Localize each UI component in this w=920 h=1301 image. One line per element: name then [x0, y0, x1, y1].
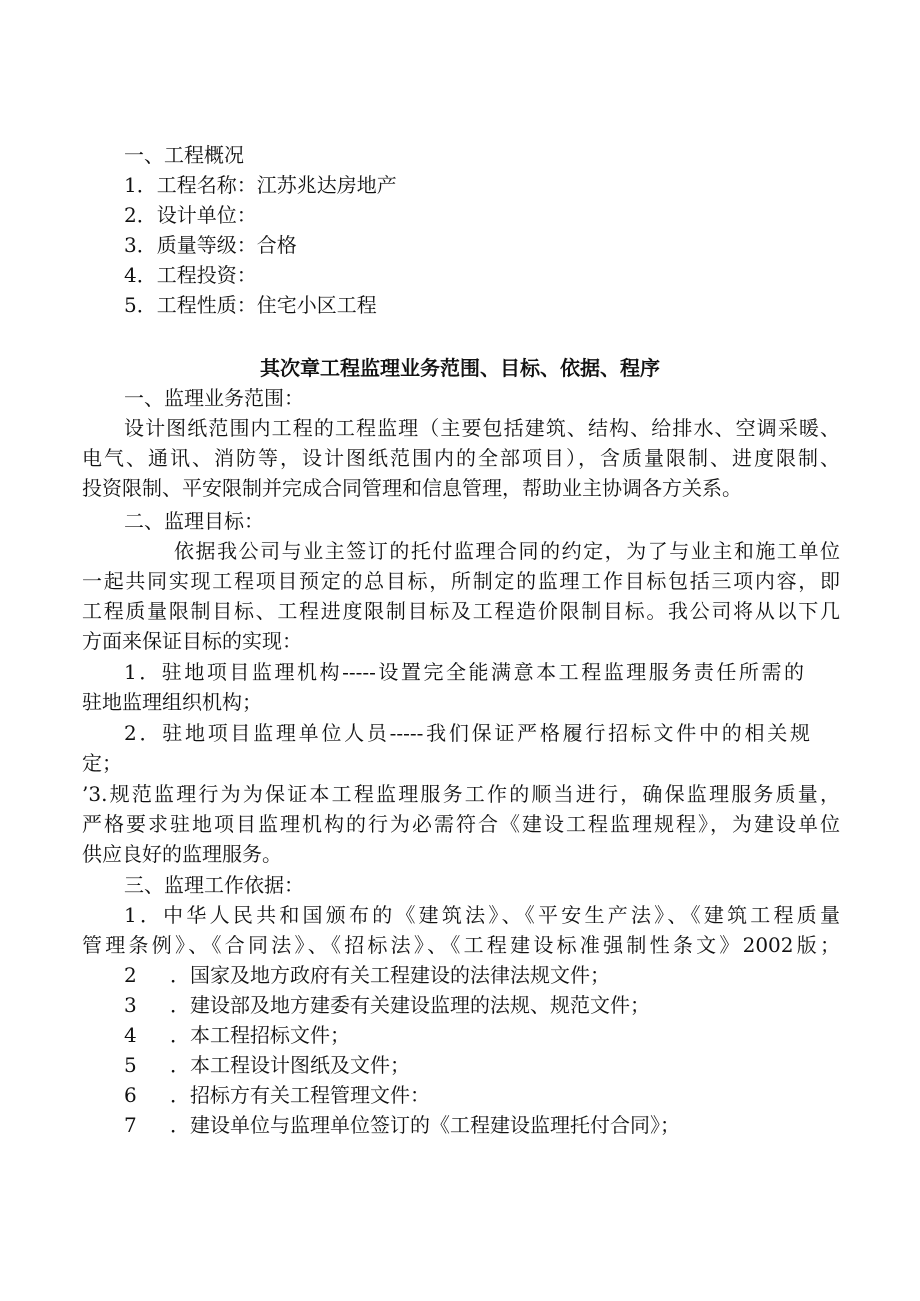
basis-item-number: 2 — [124, 963, 137, 987]
scope-line: 设计图纸范围内工程的工程监理（主要包括建筑、结构、给排水、空调采暖、 — [124, 416, 840, 440]
basis-item-1: 1．中华人民共和国颁布的《建筑法》、《平安生产法》、《建筑工程质量 — [124, 903, 840, 927]
scope-line: 投资限制、平安限制并完成合同管理和信息管理，帮助业主协调各方关系。 — [82, 476, 742, 500]
basis-item — [124, 1110, 680, 1140]
basis-item-number: 3 — [124, 993, 137, 1017]
basis-heading: 三、监理工作依据： — [124, 873, 304, 897]
basis-item-number: 6 — [124, 1083, 137, 1107]
goals-item-1: 1．驻地项目监理机构-----设置完全能满意本工程监理服务责任所需的 — [124, 660, 804, 684]
basis-item — [124, 960, 610, 990]
basis-item — [124, 1080, 430, 1110]
overview-item: 3．质量等级：合格 — [124, 233, 297, 257]
scope-heading: 一、监理业务范围： — [124, 386, 304, 410]
overview-item: 2．设计单位： — [124, 203, 257, 227]
overview-item: 5．工程性质：住宅小区工程 — [124, 293, 377, 317]
scope-line: 电气、通讯、消防等，设计图纸范围内的全部项目），含质量限制、进度限制、 — [82, 446, 840, 470]
basis-item-text: ．国家及地方政府有关工程建设的法律法规文件； — [170, 963, 610, 987]
basis-item-text: ．建设部及地方建委有关建设监理的法规、规范文件； — [170, 993, 650, 1017]
basis-item — [124, 990, 650, 1020]
goals-item-2: 2．驻地项目监理单位人员-----我们保证严格履行招标文件中的相关规 — [124, 721, 810, 745]
goals-item-1-cont: 驻地监理组织机构； — [82, 690, 262, 714]
overview-heading: 一、工程概况 — [124, 143, 244, 167]
goals-line: 方面来保证目标的实现： — [82, 629, 302, 653]
basis-item-text: ．招标方有关工程管理文件： — [170, 1083, 430, 1107]
goals-item-3-cont: 严格要求驻地项目监理机构的行为必需符合《建设工程监理规程》，为建设单位 — [82, 812, 840, 836]
goals-line: 工程质量限制目标、工程进度限制目标及工程造价限制目标。我公司将从以下几 — [82, 599, 840, 623]
goals-line: 依据我公司与业主签订的托付监理合同的约定，为了与业主和施工单位 — [174, 539, 840, 563]
basis-item-number: 4 — [124, 1023, 137, 1047]
basis-item-text: ．建设单位与监理单位签订的《工程建设监理托付合同》； — [170, 1113, 680, 1137]
basis-item-number: 7 — [124, 1113, 137, 1137]
chapter-title: 其次章工程监理业务范围、目标、依据、程序 — [260, 356, 660, 380]
basis-item-text: ．本工程招标文件； — [170, 1023, 350, 1047]
overview-item: 4．工程投资： — [124, 263, 257, 287]
goals-heading: 二、监理目标： — [124, 509, 264, 533]
basis-item — [124, 1050, 410, 1080]
goals-item-3: ’3.规范监理行为为保证本工程监理服务工作的顺当进行，确保监理服务质量， — [82, 782, 840, 806]
basis-item-1-cont: 管理条例》、《合同法》、《招标法》、《工程建设标准强制性条文》2002版； — [82, 933, 840, 957]
goals-line: 一起共同实现工程项目预定的总目标，所制定的监理工作目标包括三项内容，即 — [82, 569, 840, 593]
basis-item-number: 5 — [124, 1053, 137, 1077]
goals-item-2-cont: 定； — [82, 751, 122, 775]
basis-item — [124, 1020, 350, 1050]
goals-item-3-cont: 供应良好的监理服务。 — [82, 842, 282, 866]
basis-item-text: ．本工程设计图纸及文件； — [170, 1053, 410, 1077]
overview-item: 1．工程名称：江苏兆达房地产 — [124, 173, 397, 197]
